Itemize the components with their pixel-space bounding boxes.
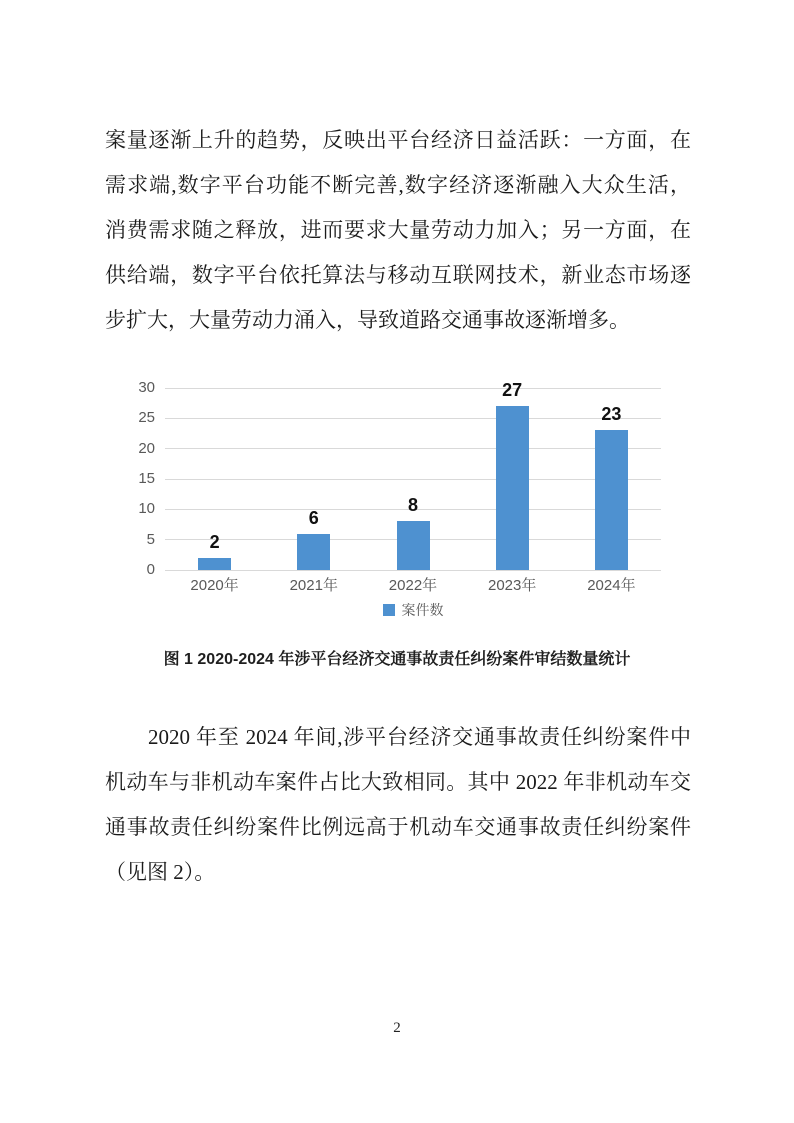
chart-x-axis (165, 574, 661, 596)
x-axis-tick-label: 2023年 (488, 577, 537, 594)
paragraph-1 (105, 118, 691, 343)
bar-value-label: 8 (407, 495, 418, 516)
y-axis-tick-label: 15 (138, 470, 155, 487)
chart-bar (496, 406, 529, 570)
y-axis-tick-label: 0 (146, 561, 155, 578)
chart-bar (397, 521, 430, 570)
paragraph-2-line: 通事故责任纠纷案件比例远高于机动车交通事故责任纠纷案件 (105, 815, 691, 839)
chart-plot-area (165, 380, 661, 570)
x-axis-tick-label: 2021年 (289, 577, 338, 594)
paragraph-2-line: 机动车与非机动车案件占比大致相同。其中 2022 年非机动车交 (105, 770, 691, 794)
bar-value-label: 27 (502, 380, 523, 401)
paragraph-2-line: （见图 2）。 (105, 860, 216, 884)
chart-gridline (165, 388, 661, 389)
paragraph-1-line: 案量逐渐上升的趋势，反映出平台经济日益活跃：一方面，在 (105, 128, 691, 152)
x-axis-tick-label: 2024年 (587, 577, 636, 594)
x-axis-tick-label: 2020年 (190, 577, 239, 594)
paragraph-1-line: 供给端，数字平台依托算法与移动互联网技术，新业态市场逐 (105, 263, 691, 287)
chart-gridline (165, 448, 661, 449)
y-axis-tick-label: 25 (138, 409, 155, 427)
legend-swatch-icon (383, 604, 395, 616)
paragraph-2-line: 2020 年至 2024 年间,涉平台经济交通事故责任纠纷案件中 (148, 725, 691, 749)
y-axis-tick-label: 10 (138, 500, 155, 518)
chart-gridline (165, 479, 661, 480)
page-number: 2 (393, 1020, 401, 1036)
chart-y-axis (115, 379, 155, 578)
figure-1-bar-chart (115, 372, 681, 622)
y-axis-tick-label: 5 (146, 530, 155, 548)
y-axis-tick-label: 30 (138, 379, 155, 396)
chart-legend (165, 600, 661, 620)
chart-bar (297, 534, 330, 570)
y-axis-tick-label: 20 (138, 439, 155, 457)
paragraph-1-line: 消费需求随之释放，进而要求大量劳动力加入；另一方面，在 (105, 218, 691, 242)
chart-bar (198, 558, 231, 570)
paragraph-1-line: 步扩大，大量劳动力涌入，导致道路交通事故逐渐增多。 (105, 308, 630, 332)
legend-label: 案件数 (401, 602, 444, 618)
chart-bar (595, 430, 628, 570)
paragraph-2 (105, 715, 691, 895)
x-axis-tick-label: 2022年 (388, 577, 438, 594)
bar-value-label: 2 (209, 531, 220, 552)
bar-value-label: 23 (601, 404, 622, 425)
bar-value-label: 6 (308, 507, 319, 528)
paragraph-1-line: 需求端,数字平台功能不断完善,数字经济逐渐融入大众生活， (105, 173, 691, 197)
figure-1-caption: 图 1 2020-2024 年涉平台经济交通事故责任纠纷案件审结数量统计 (163, 651, 631, 668)
